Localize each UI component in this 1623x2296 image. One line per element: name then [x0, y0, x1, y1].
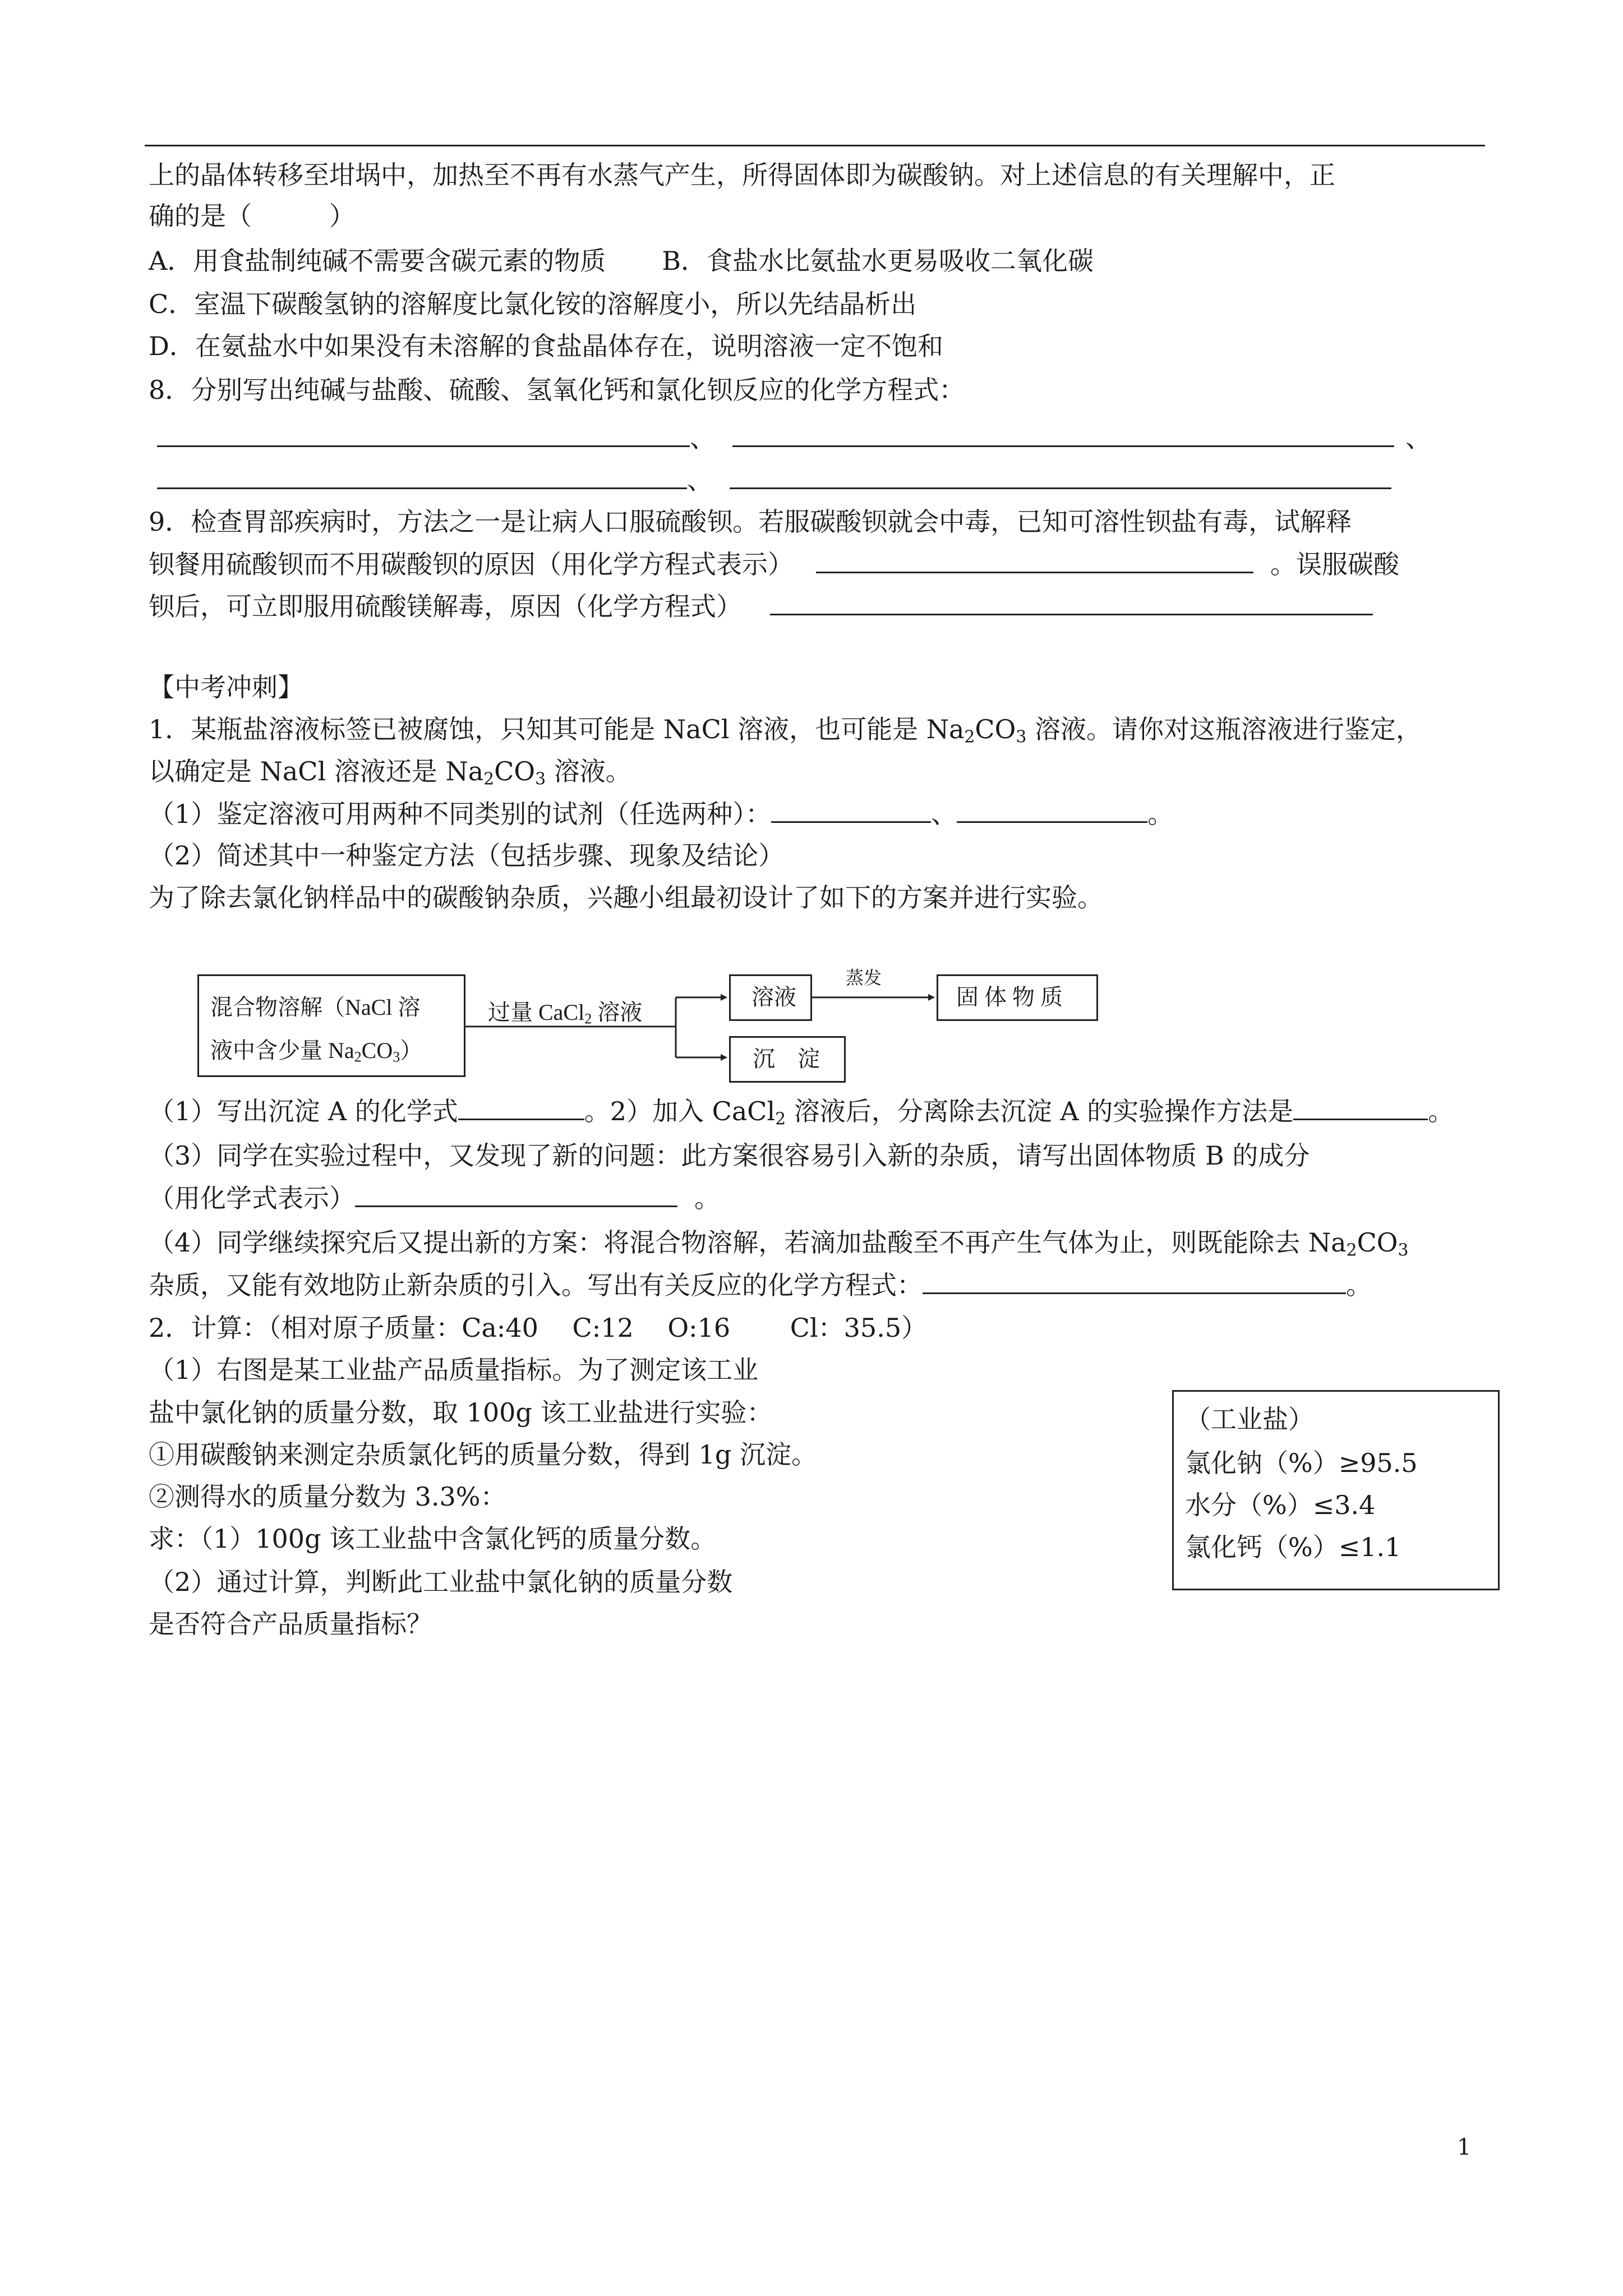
subscript: 3: [393, 1048, 400, 1065]
z2-line6: （2）通过计算，判断此工业盐中氯化钠的质量分数: [149, 1567, 733, 1597]
subscript: 3: [1398, 1240, 1409, 1260]
separator: 、: [690, 423, 716, 453]
q9-line2-text: 钡餐用硫酸钡而不用碳酸钡的原因（用化学方程式表示）: [149, 549, 794, 579]
text: CO: [361, 1038, 393, 1063]
z2-line3: ①用碳酸钠来测定杂质氯化钙的质量分数，得到 1g 沉淀。: [149, 1439, 817, 1470]
text: CO: [975, 714, 1016, 744]
subscript: 2: [1346, 1240, 1357, 1260]
z2-line1: （1）右图是某工业盐产品质量指标。为了测定该工业: [149, 1355, 759, 1385]
z1b-part3: （3）同学在实验过程中，又发现了新的问题：此方案很容易引入新的杂质，请写出固体物质 B 的成分: [149, 1140, 1310, 1171]
q8-text: 8．分别写出纯碱与盐酸、硫酸、氢氧化钙和氯化钡反应的化学方程式：: [149, 375, 965, 405]
separator: 、: [687, 465, 713, 495]
text: CO: [1357, 1227, 1398, 1258]
option-a-text: A．用食盐制纯碱不需要含碳元素的物质: [149, 246, 606, 276]
q9-line2-end: 。误服碳酸: [1270, 549, 1399, 579]
subscript: 2: [483, 769, 495, 789]
text: 溶液: [592, 1000, 643, 1025]
z2-line5: 求：（1）100g 该工业盐中含氯化钙的质量分数。: [149, 1524, 717, 1554]
z2-line4: ②测得水的质量分数为 3.3%：: [149, 1481, 506, 1512]
solution-label: 溶液: [751, 984, 796, 1010]
z1b-part4: [149, 1226, 1409, 1267]
subscript: 2: [584, 1010, 592, 1027]
q7-line1: 上的晶体转移至坩埚中，加热至不再有水蒸气产生，所得固体即为碳酸钠。对上述信息的有关理解中，正: [149, 160, 1335, 190]
text: 溶液后，分离除去沉淀 A 的实验操作方法是: [786, 1096, 1294, 1126]
text: 。: [1147, 799, 1174, 829]
text: CO: [494, 756, 536, 786]
text: 溶液。请你对这瓶溶液进行鉴定，: [1026, 714, 1422, 744]
answer-blank[interactable]: [458, 1094, 584, 1120]
precipitate-label: 沉 淀: [753, 1046, 820, 1071]
text: 。: [694, 1183, 720, 1213]
answer-blank[interactable]: [923, 1268, 1346, 1294]
subscript: 2: [775, 1109, 786, 1129]
text: （1）鉴定溶液可用两种不同类别的试剂（任选两种）：: [149, 799, 772, 829]
z1b-part5: [149, 1268, 1372, 1302]
text: （用化学式表示）: [149, 1183, 355, 1213]
separator: 、: [931, 799, 957, 829]
z2-line2: 盐中氯化钠的质量分数，取 100g 该工业盐进行实验：: [149, 1397, 773, 1428]
section-title: 【中考冲刺】: [149, 672, 303, 702]
q7-line2: 确的是（ ）: [149, 201, 355, 231]
subscript: 2: [354, 1048, 362, 1065]
text: 。: [1428, 1096, 1454, 1126]
text: 溶液。: [546, 756, 631, 786]
text: 以确定是 NaCl 溶液还是 Na: [149, 756, 484, 786]
text: 1．某瓶盐溶液标签已被腐蚀，只知其可能是 NaCl 溶液，也可能是 Na: [149, 714, 965, 744]
z1-intro: 为了除去氯化钠样品中的碳酸钠杂质，兴趣小组最初设计了如下的方案并进行实验。: [149, 882, 1103, 913]
q7-option-c: C．室温下碳酸氢钠的溶解度比氯化铵的溶解度小，所以先结晶析出: [149, 289, 917, 319]
salt-spec-cacl2: 氯化钙（%）≤1.1: [1185, 1532, 1401, 1562]
z1-part2: （2）简述其中一种鉴定方法（包括步骤、现象及结论）: [149, 840, 785, 871]
text: 。: [1346, 1270, 1372, 1300]
q9-line3-text: 钡后，可立即服用硫酸镁解毒，原因（化学方程式）: [149, 591, 742, 622]
z1b-part3b: [149, 1181, 720, 1215]
evaporate-label: 蒸发: [846, 968, 882, 988]
salt-spec-water: 水分（%）≤3.4: [1185, 1490, 1376, 1520]
answer-blank[interactable]: [1293, 1094, 1428, 1120]
text: ）: [400, 1038, 423, 1063]
separator: 、: [1405, 423, 1431, 453]
subscript: 3: [535, 769, 546, 789]
z2-title: 2．计算：（相对原子质量：Ca:40 C:12 O:16 Cl：35.5）: [149, 1313, 928, 1343]
text: 液中含少量 Na: [210, 1038, 354, 1063]
option-b-text: B．食盐水比氨盐水更易吸收二氧化碳: [662, 246, 1094, 276]
answer-blank[interactable]: [355, 1181, 677, 1207]
z2-line7: 是否符合产品质量指标？: [149, 1609, 432, 1639]
salt-spec-title: （工业盐）: [1185, 1404, 1314, 1434]
page-number: 1: [1457, 2134, 1472, 2160]
mixture-label-line1: 混合物溶解（NaCl 溶: [210, 995, 421, 1020]
text: 杂质，又能有效地防止新杂质的引入。写出有关反应的化学方程式：: [149, 1270, 923, 1300]
solid-label: 固 体 物 质: [956, 984, 1063, 1010]
text: （1）写出沉淀 A 的化学式: [149, 1096, 458, 1126]
subscript: 3: [1016, 727, 1027, 747]
text: 。2）加入 CaCl: [584, 1096, 776, 1126]
q9-line1: 9．检查胃部疾病时，方法之一是让病人口服硫酸钡。若服碳酸钡就会中毒，已知可溶性钡盐有毒，试解释: [149, 507, 1352, 537]
text: （4）同学继续探究后又提出新的方案：将混合物溶解，若滴加盐酸至不再产生气体为止，则既能除去 Na: [149, 1227, 1347, 1258]
q7-option-d: D．在氨盐水中如果没有未溶解的食盐晶体存在，说明溶液一定不饱和: [149, 331, 943, 361]
salt-spec-nacl: 氯化钠（%）≥95.5: [1185, 1448, 1418, 1478]
subscript: 2: [964, 727, 975, 747]
text: 过量 CaCl: [488, 1000, 585, 1025]
z1b-part1: [149, 1094, 1454, 1136]
